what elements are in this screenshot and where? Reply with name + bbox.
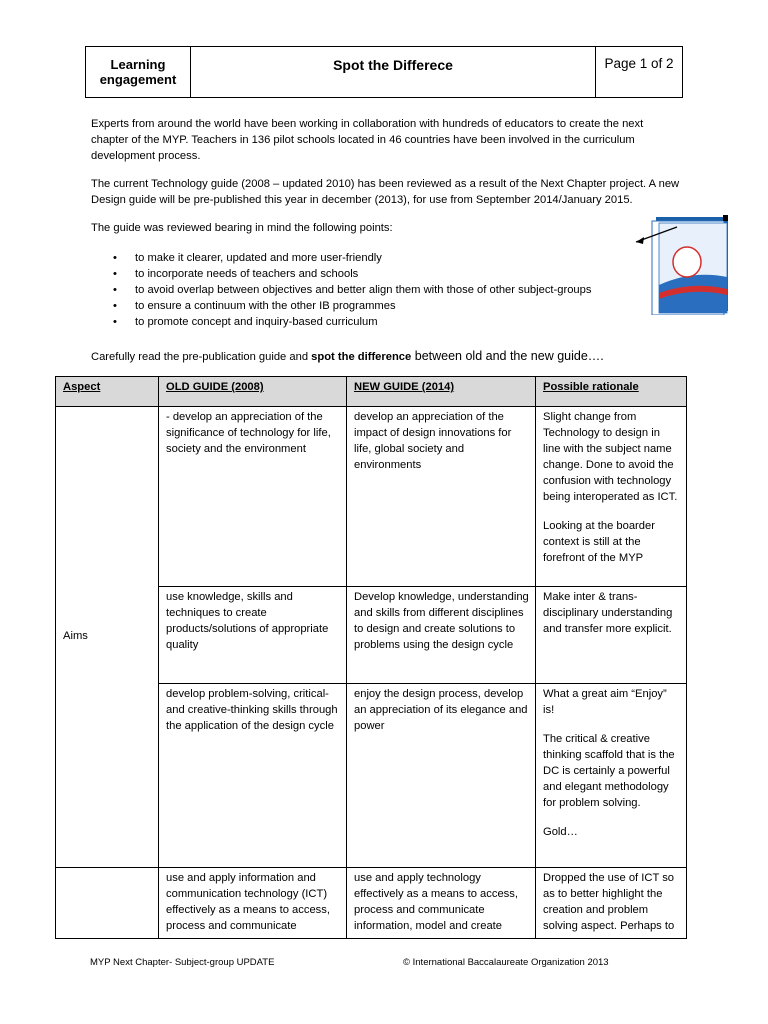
page-title: Spot the Differece — [191, 47, 596, 97]
column-header-aspect: Aspect — [56, 377, 159, 407]
rationale-cell — [536, 587, 687, 684]
aspect-cell-aims: Aims — [56, 407, 159, 868]
instruction-emphasis: spot the difference — [311, 351, 412, 363]
list-item: • to make it clearer, updated and more user-friendly — [113, 250, 591, 266]
rationale-cell — [536, 868, 687, 939]
table-row — [56, 407, 687, 587]
rationale-text: Slight change from Technology to design in line with the subject name change. Done to avoid the confusion with technology being interoperated as ICT. — [543, 411, 678, 503]
intro-paragraph-3: The guide was reviewed bearing in mind the following points: — [91, 222, 393, 234]
review-points-list — [113, 250, 591, 330]
table-row — [56, 868, 687, 939]
rationale-text: The critical & creative thinking scaffold that is the DC is certainly a powerful and elegant methodology for problem solving. — [543, 733, 675, 809]
intro-paragraph-2: The current Technology guide (2008 – updated 2010) has been reviewed as a result of the Next Chapter project. A new Design guide will be pre-published this year in december (2013), for use from September 2014/January 2015. — [91, 178, 680, 206]
new-guide-cell: enjoy the design process, develop an appreciation of its elegance and power — [347, 684, 536, 868]
new-guide-cell: use and apply technology effectively as a means to access, process and communicate information, model and create — [347, 868, 536, 939]
comparison-table — [55, 376, 687, 939]
instruction-tail: between old and the new guide…. — [411, 349, 604, 363]
old-guide-cell: - develop an appreciation of the significance of technology for life, society and the environment — [159, 407, 347, 587]
footer-left: MYP Next Chapter- Subject-group UPDATE — [90, 957, 275, 968]
header-category: Learning engagement — [86, 47, 191, 97]
old-guide-cell: develop problem-solving, critical- and creative-thinking skills through the application of the design cycle — [159, 684, 347, 868]
old-guide-cell: use knowledge, skills and techniques to create products/solutions of appropriate quality — [159, 587, 347, 684]
column-header-new-guide: NEW GUIDE (2014) — [347, 377, 536, 407]
list-item: • to promote concept and inquiry-based curriculum — [113, 314, 591, 330]
column-header-rationale: Possible rationale — [536, 377, 687, 407]
rationale-text: Make inter & trans-disciplinary understanding and transfer more explicit. — [543, 591, 673, 635]
rationale-text: Dropped the use of ICT so as to better highlight the creation and problem solving aspect. Perhaps to — [543, 872, 675, 932]
list-item: • to avoid overlap between objectives and better align them with those of other subject-groups — [113, 282, 591, 298]
new-guide-cell: develop an appreciation of the impact of design innovations for life, global society and environments — [347, 407, 536, 587]
rationale-cell — [536, 684, 687, 868]
column-header-old-guide: OLD GUIDE (2008) — [159, 377, 347, 407]
footer-right: © International Baccalaureate Organization 2013 — [403, 957, 609, 968]
list-item: • to incorporate needs of teachers and schools — [113, 266, 591, 282]
new-guide-cell: Develop knowledge, understanding and skills from different disciplines to design and create solutions to problems using the design cycle — [347, 587, 536, 684]
page-number: Page 1 of 2 — [604, 56, 674, 71]
table-header-row — [56, 377, 687, 407]
instruction-text — [91, 348, 681, 365]
old-guide-cell: use and apply information and communication technology (ICT) effectively as a means to access, process and communicate — [159, 868, 347, 939]
rationale-text: Looking at the boarder context is still at the forefront of the MYP — [543, 520, 655, 564]
list-item: • to ensure a continuum with the other IB programmes — [113, 298, 591, 314]
rationale-cell — [536, 407, 687, 587]
rationale-text: What a great aim “Enjoy” is! — [543, 688, 667, 716]
rationale-text: Gold… — [543, 826, 578, 838]
aspect-cell-empty — [56, 868, 159, 939]
header-table — [85, 46, 683, 98]
instruction-lead: Carefully read the pre-publication guide and — [91, 351, 312, 363]
guide-cover-image — [632, 215, 730, 315]
intro-paragraph-1: Experts from around the world have been working in collaboration with hundreds of educators to create the next chapter of the MYP. Teachers in 136 pilot schools located in 46 countries have been involved in the curriculum development process. — [91, 118, 644, 162]
